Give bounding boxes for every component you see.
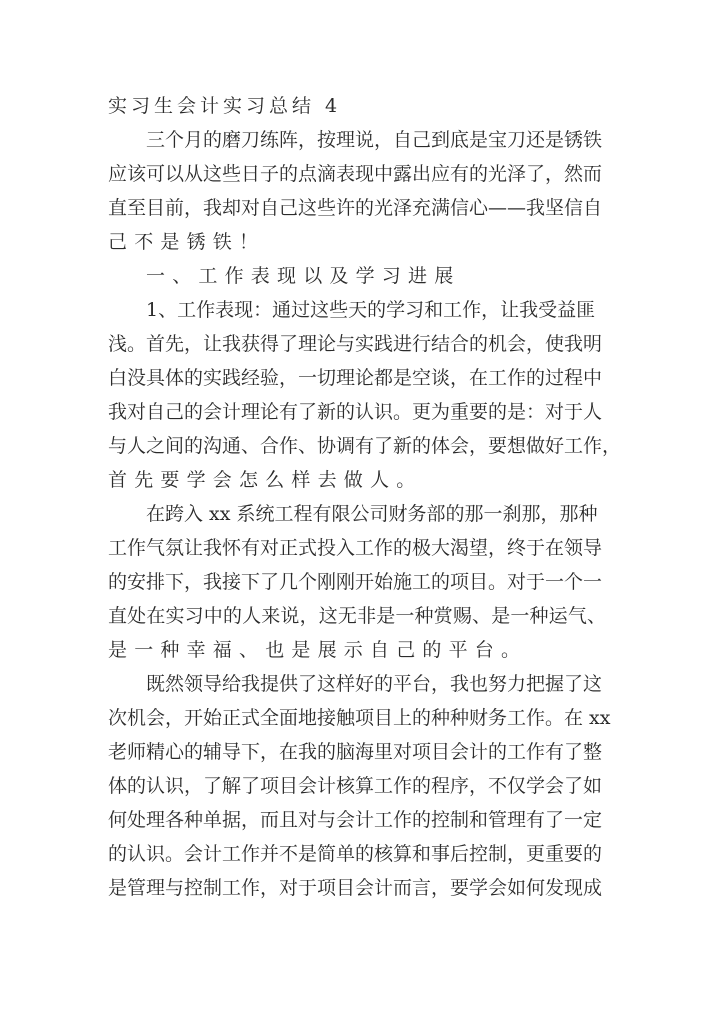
section-heading: 一、工作表现以及学习进展 — [146, 265, 461, 287]
paragraph-line: 在跨入 xx 系统工程有限公司财务部的那一刹那，那种 — [146, 503, 598, 525]
paragraph-line: 浅。首先，让我获得了理论与实践进行结合的机会，使我明 — [108, 333, 603, 355]
paragraph-line: 我对自己的会计理论有了新的认识。更为重要的是：对于人 — [108, 401, 603, 423]
paragraph-line: 既然领导给我提供了这样好的平台，我也努力把握了这 — [146, 673, 603, 695]
paragraph-line: 工作气氛让我怀有对正式投入工作的极大渴望，终于在领导 — [108, 537, 603, 559]
paragraph-line: 次机会，开始正式全面地接触项目上的种种财务工作。在 xx — [108, 707, 611, 729]
paragraph-line: 三个月的磨刀练阵，按理说，自己到底是宝刀还是锈铁 — [146, 129, 603, 151]
paragraph-line: 应该可以从这些日子的点滴表现中露出应有的光泽了，然而 — [108, 163, 603, 185]
paragraph-line: 直处在实习中的人来说，这无非是一种赏赐、是一种运气、 — [108, 605, 606, 627]
paragraph-line: 老师精心的辅导下，在我的脑海里对项目会计的工作有了整 — [108, 741, 603, 763]
document-title: 实习生会计实习总结 4 — [108, 95, 342, 117]
paragraph-line: 与人之间的沟通、合作、协调有了新的体会，要想做好工作， — [108, 435, 622, 457]
paragraph-line: 己不是锈铁！ — [108, 231, 266, 253]
paragraph-line: 体的认识，了解了项目会计核算工作的程序，不仅学会了如 — [108, 775, 603, 797]
paragraph-line: 的认识。会计工作并不是简单的核算和事后控制，更重要的 — [108, 843, 603, 865]
paragraph-line: 白没具体的实践经验，一切理论都是空谈，在工作的过程中 — [108, 367, 603, 389]
paragraph-line: 直至目前，我却对自己这些许的光泽充满信心——我坚信自 — [108, 197, 603, 219]
paragraph-line: 何处理各种单据，而且对与会计工作的控制和管理有了一定 — [108, 809, 603, 831]
paragraph-line: 是管理与控制工作，对于项目会计而言，要学会如何发现成 — [108, 877, 603, 899]
paragraph-line: 是一种幸福、也是展示自己的平台。 — [108, 639, 528, 661]
paragraph-line: 的安排下，我接下了几个刚刚开始施工的项目。对于一个一 — [108, 571, 603, 593]
paragraph-line: 1、工作表现：通过这些天的学习和工作，让我受益匪 — [146, 299, 596, 321]
paragraph-line: 首先要学会怎么样去做人。 — [108, 469, 423, 491]
document-body — [108, 126, 622, 908]
